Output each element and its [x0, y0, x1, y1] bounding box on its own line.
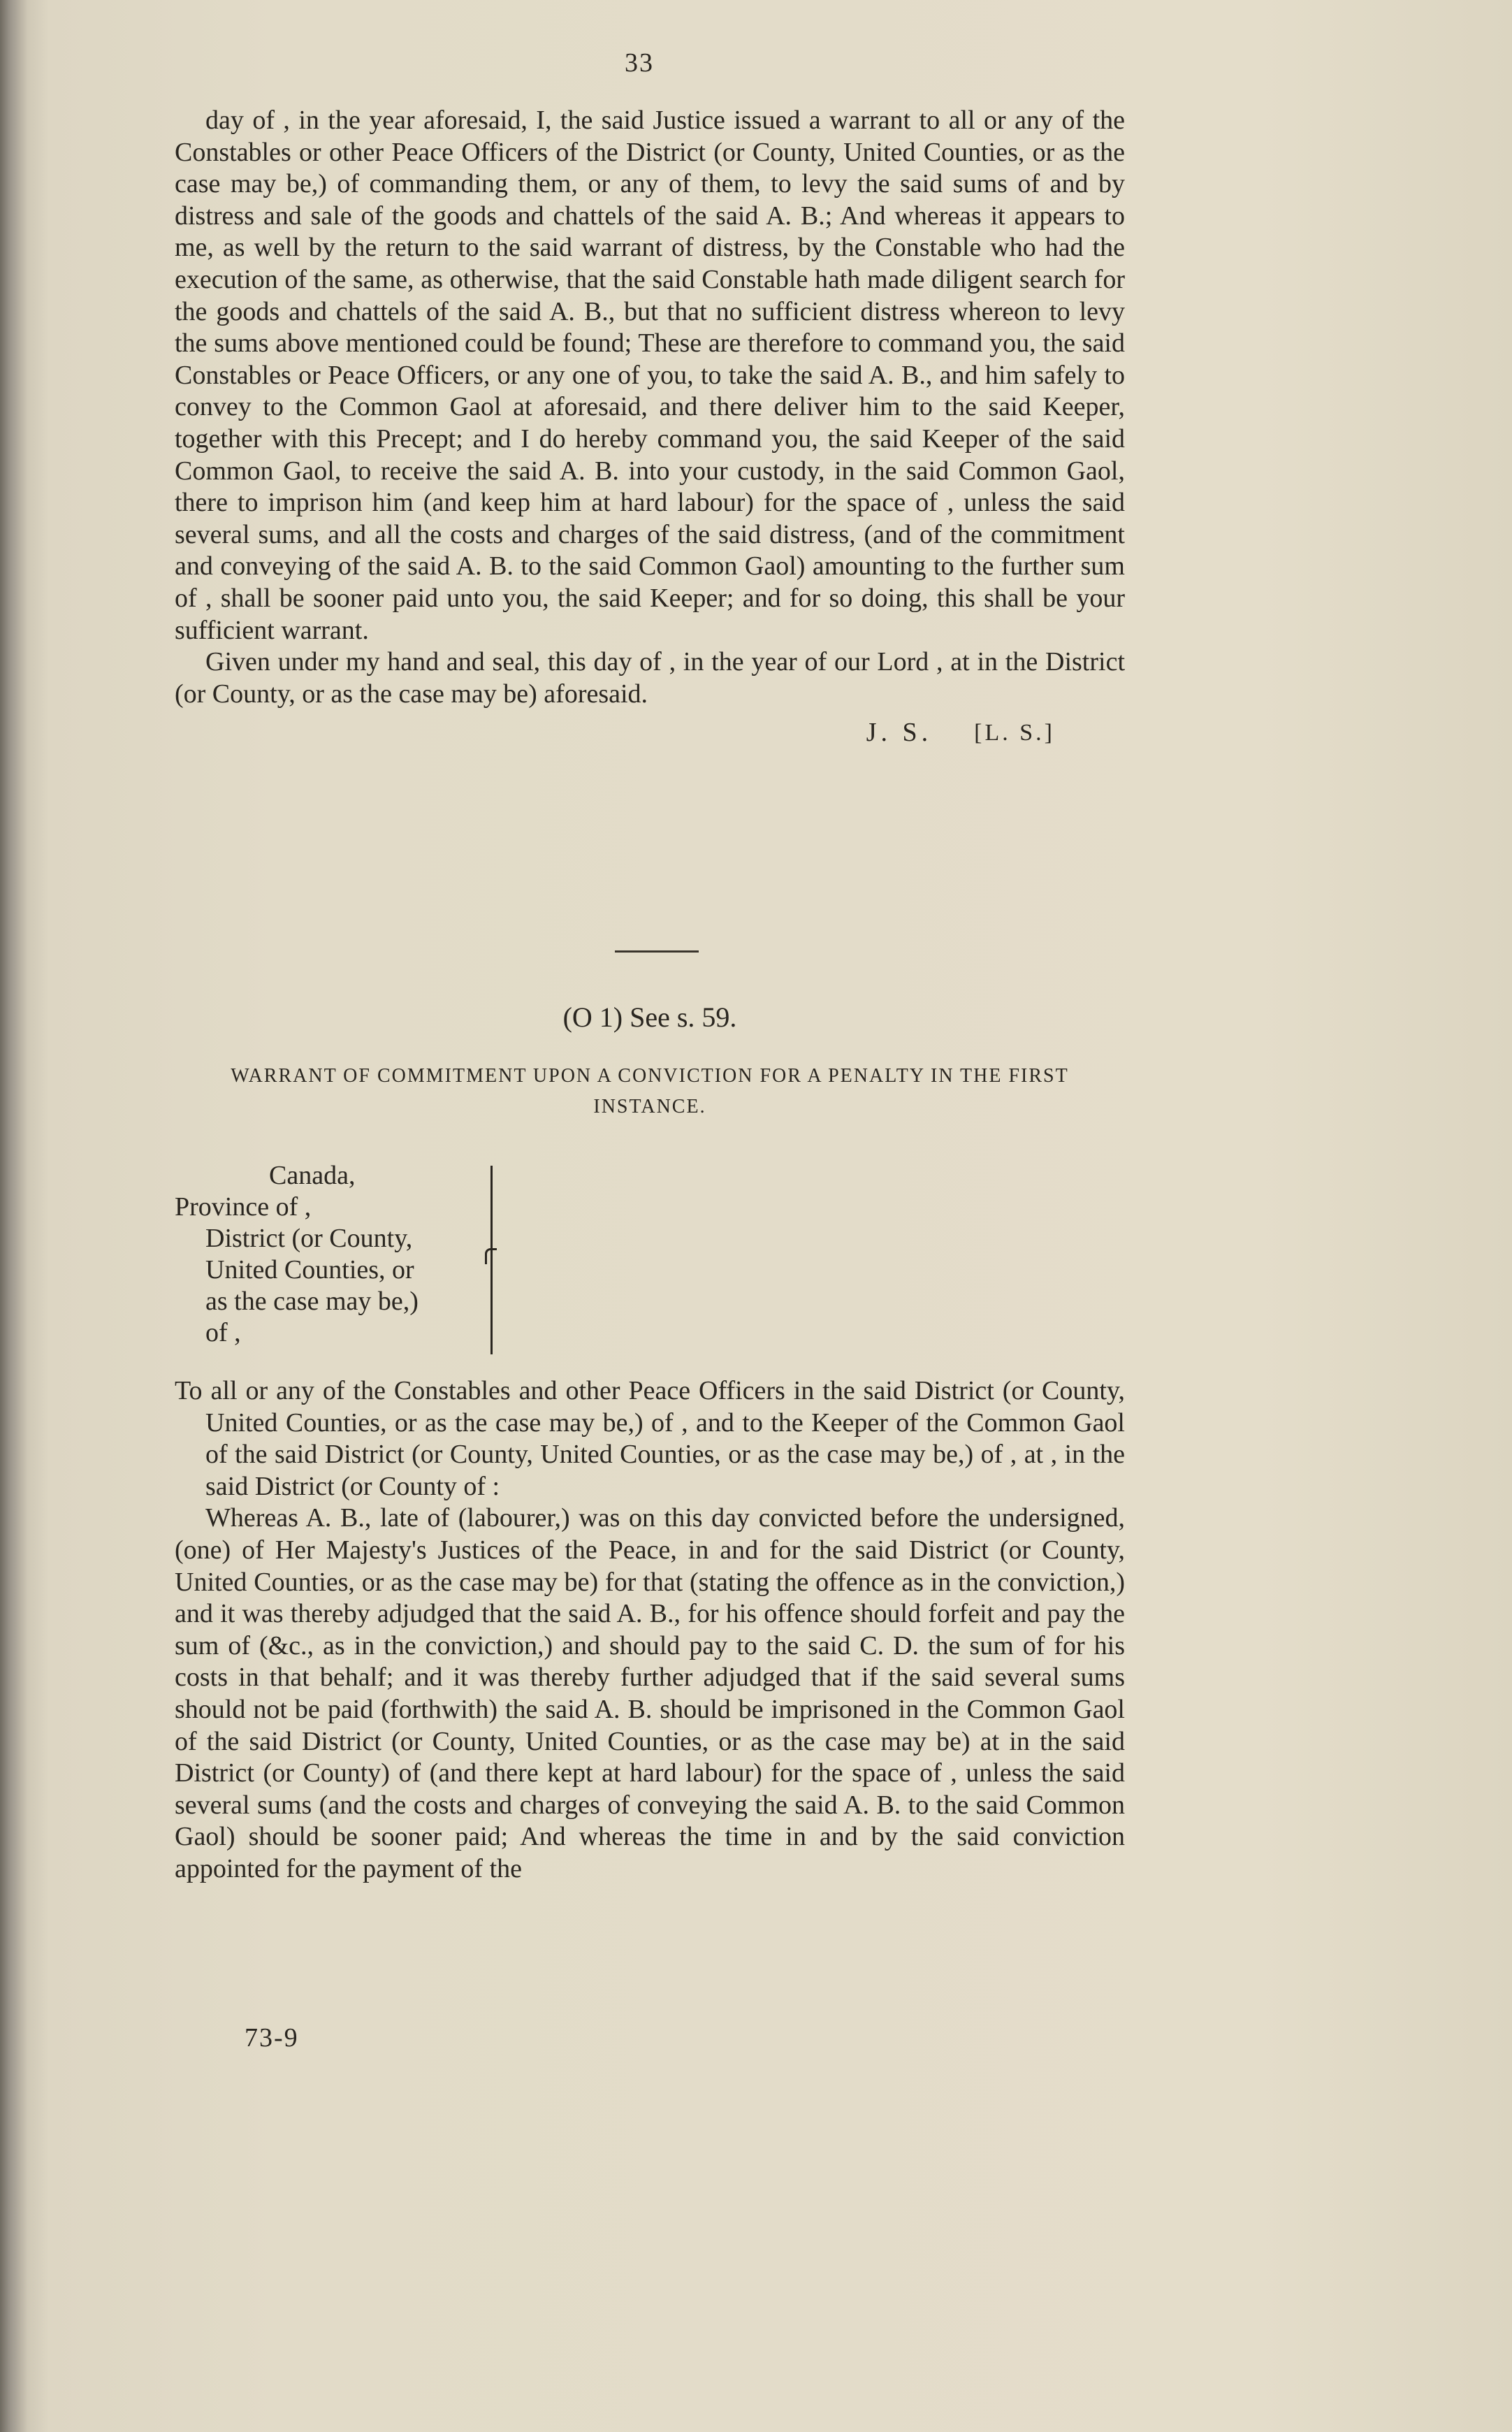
venue-block	[175, 1160, 524, 1349]
venue-line: United Counties, or	[205, 1255, 414, 1284]
seal-mark: [L. S.]	[974, 720, 1055, 746]
page-number: 33	[625, 48, 654, 78]
venue-line: of ,	[205, 1318, 241, 1347]
justice-signature: J. S.	[866, 718, 933, 748]
warrant-body-paragraph: day of , in the year aforesaid, I, the said Justice issued a warrant to all or any of the Constables or other Peace Officers of the District (or County, United Counties, or as the case may be,) of commanding them, or any of them, to levy the said sums of and by distress and sale of the goods and chattels of the said A. B.; And whereas it appears to me, as well by the return to the said warrant of distress, by the Constable who had the execution of the same, as otherwise, that the said Constable hath made diligent search for the goods and chattels of the said A. B., but that no sufficient distress whereon to levy the sums above mentioned could be found; These are therefore to command you, the said Constables or Peace Officers, or any one of you, to take the said A. B., and him safely to convey to the Common Gaol at aforesaid, and there deliver him to the said Keeper, together with this Precept; and I do hereby command you, the said Keeper of the said Common Gaol, to receive the said A. B. into your custody, in the said Common Gaol, there to imprison him (and keep him at hard labour) for the space of , unless the said several sums, and all the costs and charges of the said distress, (and of the commitment and conveying of the said A. B. to the said Common Gaol) amounting to the further sum of , shall be sooner paid unto you, the said Keeper; and for so doing, this shall be your sufficient warrant.	[175, 106, 1125, 645]
printer-signature-mark: 73-9	[245, 2023, 299, 2053]
signature-line	[175, 717, 1125, 749]
commitment-body	[175, 1375, 1125, 1885]
venue-brace-tip	[485, 1248, 497, 1264]
address-paragraph: To all or any of the Constables and other Peace Officers in the said District (or County, United Counties, or as the case may be,) of , and to the Keeper of the Common Gaol of the said District (or County, United Counties, or as the case may be,) of , at , in the said District (or County of :	[175, 1376, 1125, 1501]
warrant-continuation	[175, 105, 1125, 749]
whereas-paragraph: Whereas A. B., late of (labourer,) was on this day convicted before the undersigned, (one) of Her Majesty's Justices of the Peace, in and for the said District (or County, United Counties, or as the case may be) for that (stating the offence as in the conviction,) and it was thereby adjudged that the said A. B., for his offence should forfeit and pay the sum of (&c., as in the conviction,) and should pay to the said C. D. the sum of for his costs in that behalf; and it was thereby further adjudged that if the said several sums should not be paid (forthwith) the said A. B. should be imprisoned in the Common Gaol of the said District (or County, United Counties, or as the case may be) at in the said District (or County) of (and there kept at hard labour) for the space of , unless the said several sums (and the costs and charges of conveying the said A. B. to the said Common Gaol) should be sooner paid; And whereas the time in and by the said conviction appointed for the payment of the	[175, 1503, 1125, 1883]
venue-line: District (or County,	[205, 1224, 413, 1253]
venue-line: Canada,	[269, 1161, 356, 1190]
given-under-hand-paragraph: Given under my hand and seal, this day of , in the year of our Lord , at in the District (or County, or as the case may be) aforesaid.	[175, 647, 1125, 709]
form-title: WARRANT OF COMMITMENT UPON A CONVICTION FOR A PENALTY IN THE FIRST INSTANCE.	[231, 1065, 1069, 1117]
venue-line: Province of ,	[175, 1192, 312, 1222]
venue-line: as the case may be,)	[205, 1287, 419, 1316]
form-heading: (O 1) See s. 59.	[562, 1001, 737, 1033]
section-divider	[615, 950, 699, 953]
